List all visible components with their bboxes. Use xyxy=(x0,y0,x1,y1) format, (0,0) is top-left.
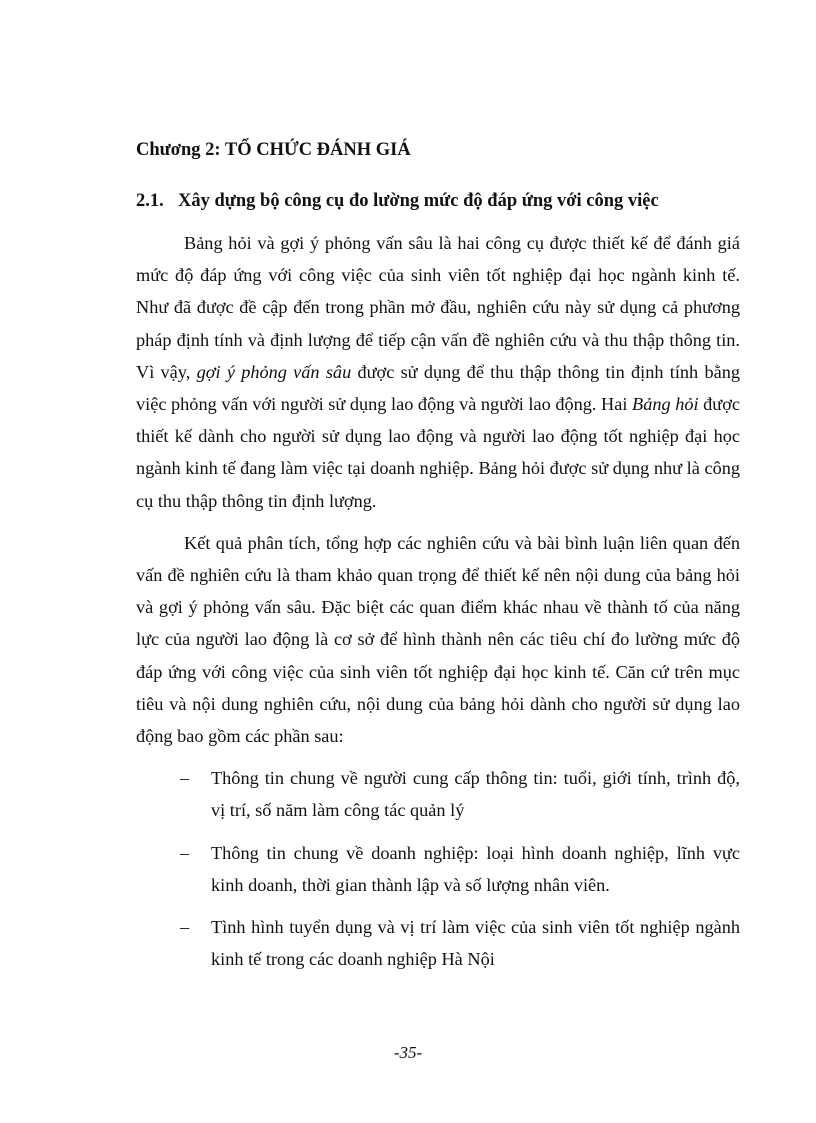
section-heading xyxy=(136,191,659,212)
list-item: – Thông tin chung về người cung cấp thông tin: tuổi, giới tính, trình độ, vị trí, số năm làm công tác quản lý xyxy=(136,762,740,826)
paragraph-2: Kết quả phân tích, tổng hợp các nghiên cứu và bài bình luận liên quan đến vấn đề nghiên cứu là tham khảo quan trọng để thiết kế nên nội dung của bảng hỏi và gợi ý phỏng vấn sâu. Đặc biệt các quan điểm khác nhau về thành tố của năng lực của người lao động là cơ sở để hình thành nên các tiêu chí đo lường mức độ đáp ứng với công việc của sinh viên tốt nghiệp đại học kinh tế. Căn cứ trên mục tiêu và nội dung nghiên cứu, nội dung của bảng hỏi dành cho người sử dụng lao động bao gồm các phần sau: xyxy=(136,532,740,747)
section-title: Xây dựng bộ công cụ đo lường mức độ đáp ứng với công việc xyxy=(178,191,659,211)
italic-term: Bảng hỏi xyxy=(632,394,699,415)
dash-marker: – xyxy=(180,917,190,938)
body-text xyxy=(136,227,740,975)
list-item: – Tình hình tuyển dụng và vị trí làm việc của sinh viên tốt nghiệp ngành kinh tế trong các doanh nghiệp Hà Nội xyxy=(136,911,740,975)
page-number: -35- xyxy=(393,1043,423,1062)
list-item: – Thông tin chung về doanh nghiệp: loại hình doanh nghiệp, lĩnh vực kinh doanh, thời gian thành lập và số lượng nhân viên. xyxy=(136,837,740,901)
chapter-title: Chương 2: TỔ CHỨC ĐÁNH GIÁ xyxy=(136,140,411,160)
italic-term: gợi ý phỏng vấn sâu xyxy=(196,361,352,382)
section-number: 2.1. xyxy=(136,191,164,211)
bullet-list xyxy=(136,762,740,975)
dash-marker: – xyxy=(180,842,190,863)
paragraph-1: Bảng hỏi và gợi ý phỏng vấn sâu là hai công cụ được thiết kế để đánh giá mức độ đáp ứng với công việc của sinh viên tốt nghiệp đại học ngành kinh tế. Như đã được đề cập đến trong phần mở đầu, nghiên cứu này sử dụng cả phương pháp định tính và định lượng để tiếp cận vấn đề nghiên cứu và thu thập thông tin. Vì vậy, gợi ý phỏng vấn sâu được sử dụng để thu thập thông tin định tính bằng việc phỏng vấn với người sử dụng lao động và người lao động. Hai Bảng hỏi được thiết kế dành cho người sử dụng lao động và người lao động tốt nghiệp đại học ngành kinh tế đang làm việc tại doanh nghiệp. Bảng hỏi được sử dụng như là công cụ thu thập thông tin định lượng. xyxy=(136,233,740,511)
dash-marker: – xyxy=(180,768,190,789)
